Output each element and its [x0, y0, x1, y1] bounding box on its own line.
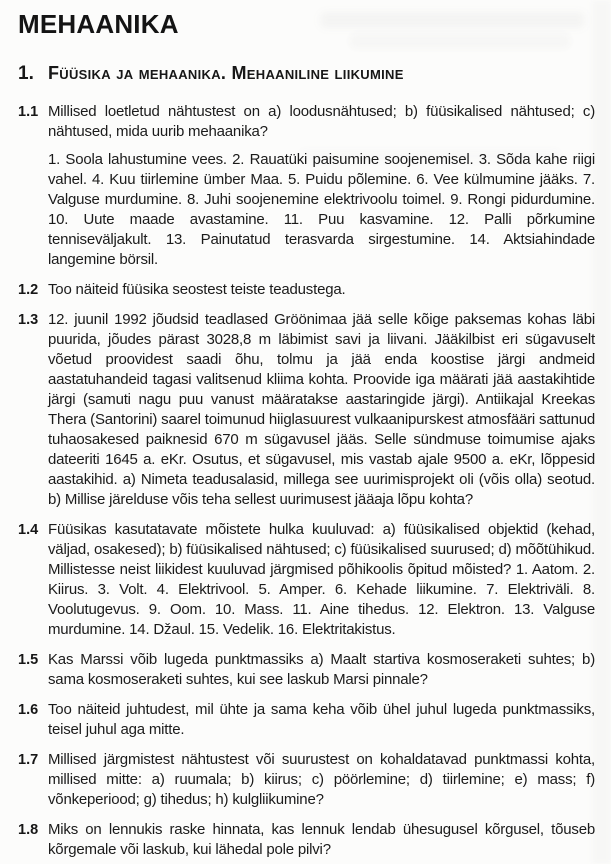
section-heading — [18, 63, 595, 85]
problem-paragraph: Kas Marssi võib lugeda punktmassiks a) Maalt startiva kosmoseraketi suhtes; b) sama kosmoseraketi suhtes, kui see laskub Marsi pinnale? — [48, 650, 595, 688]
problem-number: 1.7 — [18, 751, 39, 768]
problem-body — [48, 102, 595, 270]
problem-body — [48, 820, 595, 860]
problem-paragraph: Füüsikas kasutatavate mõistete hulka kuuluvad: a) füüsikalised objektid (kehad, väljad, osakesed); b) füüsikalised nähtused; c) füüsikalised suurused; d) mõõtühikud. Millistesse neist liikidest kuuluvad järgmised põhikoolis õpitud mõisted? 1. Aatom. 2. Kiirus. 3. Volt. 4. Elektrivool. 5. Amper. 6. Kehade liikumine. 7. Elektriväli. 8. Voolutugevus. 9. Oom. 10. Mass. 11. Aine tihedus. 12. Elektron. 13. Valguse murdumine. 14. Džaul. 15. Vedelik. 16. Elektritakistus. — [48, 520, 595, 638]
problem-paragraph: Millised järgmistest nähtustest või suurustest on kohaldatavad punktmassi kohta, millised mitte: a) ruumala; b) kiirus; c) pöörlemine; d) tiirlemine; e) mass; f) võnkeperiood; g) tihedus; h) kulgliikumine? — [48, 750, 595, 808]
problem-paragraph: 12. juunil 1992 jõudsid teadlased Gröönimaa jää selle kõige paksemas kohas läbi puurida, jõudes pärast 3028,8 m läbimist savi ja liivani. Jääkilbist eri sügavuselt võetud proovidest saadi õhu, tolmu ja jää enda koostise järgi andmeid aastatuhandeid tagasi valitsenud kliima kohta. Proovide iga määrati jää aastakihtide järgi (samuti nagu puu vanust määratakse aastaringide järgi). Antiikajal Kreekas Thera (Santorini) saarel toimunud hiiglasuurest vulkaanipurskest atmosfääri sattunud tuhaosakesed paiknesid 670 m sügavusel jääs. Selle sündmuse toimumise ajaks dateeriti 1645 a. eKr. Osutus, et sügavusel, mis vastab ajale 9500 a. eKr, lõppesid aastakihid. a) Nimeta teadusalasid, millega see uurimisprojekt oli (võis olla) seotud. b) Millise järelduse võis teha sellest uurimusest jääaja lõpu kohta? — [48, 310, 595, 508]
problem-number: 1.1 — [18, 103, 39, 120]
problem-paragraph: Too näiteid juhtudest, mil ühte ja sama keha võib ühel juhul lugeda punktmassiks, teisel juhul aga mitte. — [48, 700, 595, 738]
problem-paragraph: Miks on lennukis raske hinnata, kas lennuk lendab ühesugusel kõrgusel, tõuseb kõrgemale või laskub, kui lähedal pole pilvi? — [48, 820, 595, 858]
problem-row-1.7 — [18, 750, 595, 810]
problem-row-1.1 — [18, 102, 595, 270]
problem-number: 1.2 — [18, 281, 39, 298]
problem-body — [48, 650, 595, 690]
problem-number: 1.6 — [18, 701, 39, 718]
problem-row-1.8 — [18, 820, 595, 860]
problem-row-1.2 — [18, 280, 595, 300]
problem-paragraph: Millised loetletud nähtustest on a) loodusnähtused; b) füüsikalised nähtused; c) nähtused, mida uurib mehaanika? — [48, 102, 595, 140]
problem-body — [48, 750, 595, 810]
problem-number: 1.3 — [18, 311, 39, 328]
problem-body — [48, 310, 595, 510]
problem-row-1.6 — [18, 700, 595, 740]
page-title: MEHAANIKA — [18, 9, 179, 39]
problem-number: 1.5 — [18, 651, 39, 668]
problem-paragraph: Too näiteid füüsika seostest teiste teadustega. — [48, 280, 346, 298]
section-title: Füüsika ja mehaanika. Mehaaniline liikumine — [48, 62, 404, 83]
problem-row-1.5 — [18, 650, 595, 690]
problem-body — [48, 280, 595, 300]
problem-number: 1.4 — [18, 521, 39, 538]
problem-row-1.3 — [18, 310, 595, 510]
problem-row-1.4 — [18, 520, 595, 640]
problem-list — [18, 102, 595, 860]
problem-body — [48, 700, 595, 740]
problem-number: 1.8 — [18, 821, 39, 838]
problem-body — [48, 520, 595, 640]
section-number: 1. — [18, 62, 34, 84]
problem-paragraph: 1. Soola lahustumine vees. 2. Rauatüki paisumine soojenemisel. 3. Sõda kahe riigi vahel. 4. Kuu tiirlemine ümber Maa. 5. Puidu põlemine. 6. Vee külmumine jääks. 7. Valguse murdumine. 8. Juhi soojenemine elektrivoolu toimel. 9. Rongi pidurdumine. 10. Uute maade avastamine. 11. Puu kasvamine. 12. Palli põrkumine tenniseväljakult. 13. Painutatud terasvarda sirgestumine. 14. Aktsiahindade langemine börsil. — [48, 150, 595, 268]
